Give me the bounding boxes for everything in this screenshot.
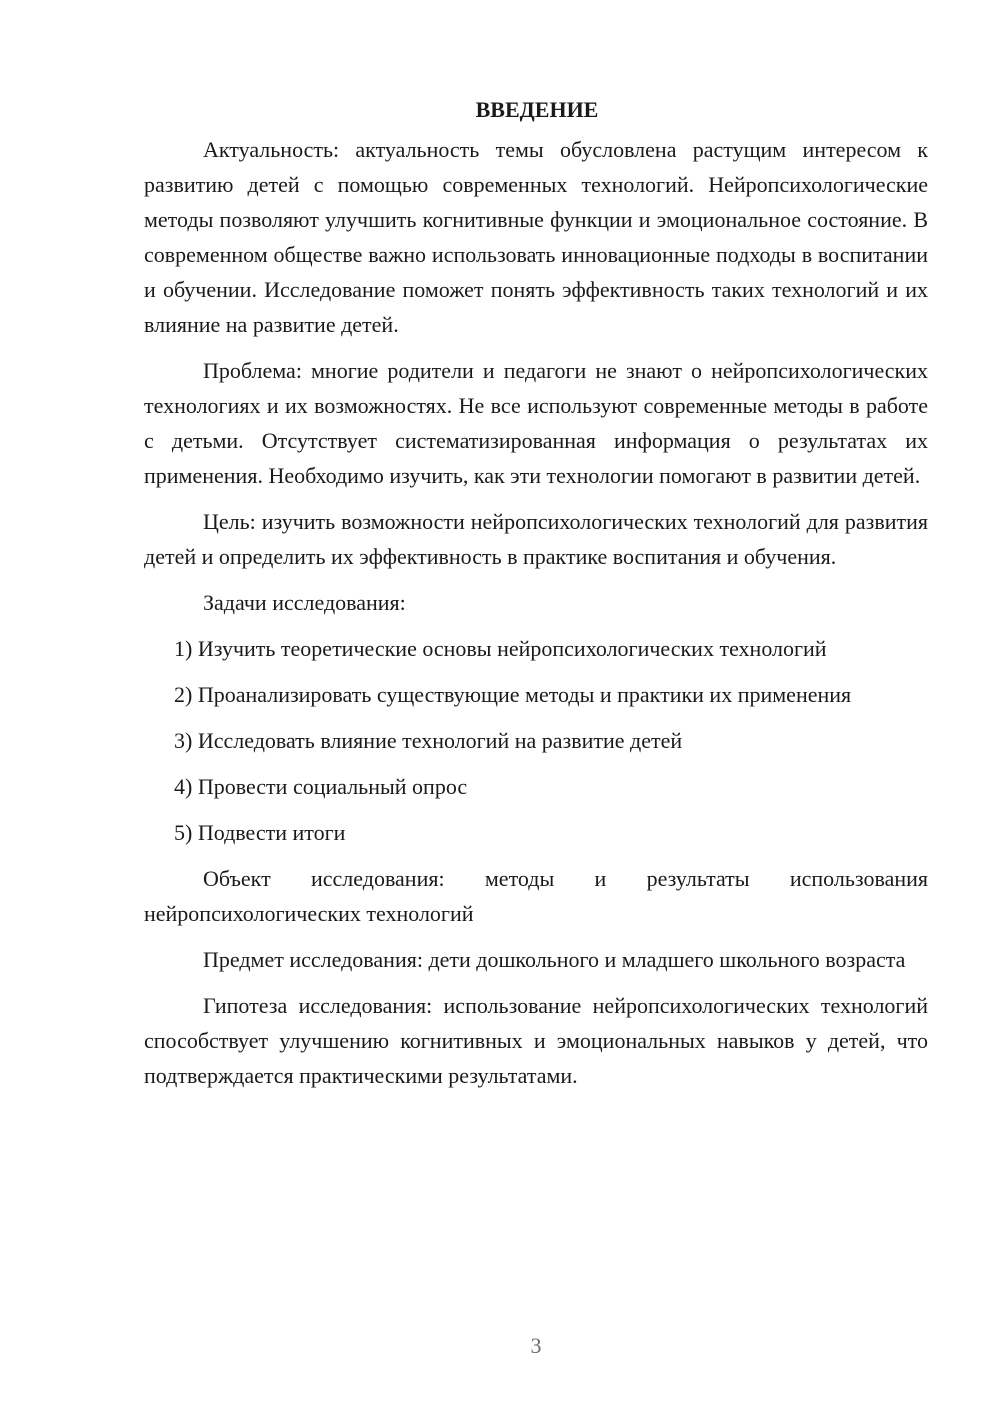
paragraph-tasks-heading: Задачи исследования: <box>203 590 406 615</box>
task-item-2: 2) Проанализировать существующие методы и практики их применения <box>174 682 852 707</box>
document-page <box>144 92 928 1104</box>
task-item-3: 3) Исследовать влияние технологий на развитие детей <box>174 728 683 753</box>
paragraph-hypothesis: Гипотеза исследования: использование нейропсихологических технологий способствует улучшению когнитивных и эмоциональных навыков у детей, что подтверждается практическими результатами. <box>144 993 928 1088</box>
paragraph-subject: Предмет исследования: дети дошкольного и младшего школьного возраста <box>203 947 906 972</box>
paragraph-problem: Проблема: многие родители и педагоги не знают о нейропсихологических технологиях и их возможностях. Не все используют современные методы в работе с детьми. Отсутствует систематизированная информация о результатах их применения. Необходимо изучить, как эти технологии помогают в развитии детей. <box>144 358 928 488</box>
task-item-4: 4) Провести социальный опрос <box>174 774 468 799</box>
page-number: 3 <box>530 1333 542 1358</box>
paragraph-goal: Цель: изучить возможности нейропсихологических технологий для развития детей и определить их эффективность в практике воспитания и обучения. <box>144 509 928 569</box>
paragraph-object: Объект исследования: методы и результаты использования нейропсихологических технологий <box>144 866 928 926</box>
section-heading: ВВЕДЕНИЕ <box>475 97 599 122</box>
task-item-1: 1) Изучить теоретические основы нейропсихологических технологий <box>174 636 827 661</box>
paragraph-relevance: Актуальность: актуальность темы обусловлена растущим интересом к развитию детей с помощью современных технологий. Нейропсихологические методы позволяют улучшить когнитивные функции и эмоциональное состояние. В современном обществе важно использовать инновационные подходы в воспитании и обучении. Исследование поможет понять эффективность таких технологий и их влияние на развитие детей. <box>144 137 928 337</box>
task-item-5: 5) Подвести итоги <box>174 820 346 845</box>
